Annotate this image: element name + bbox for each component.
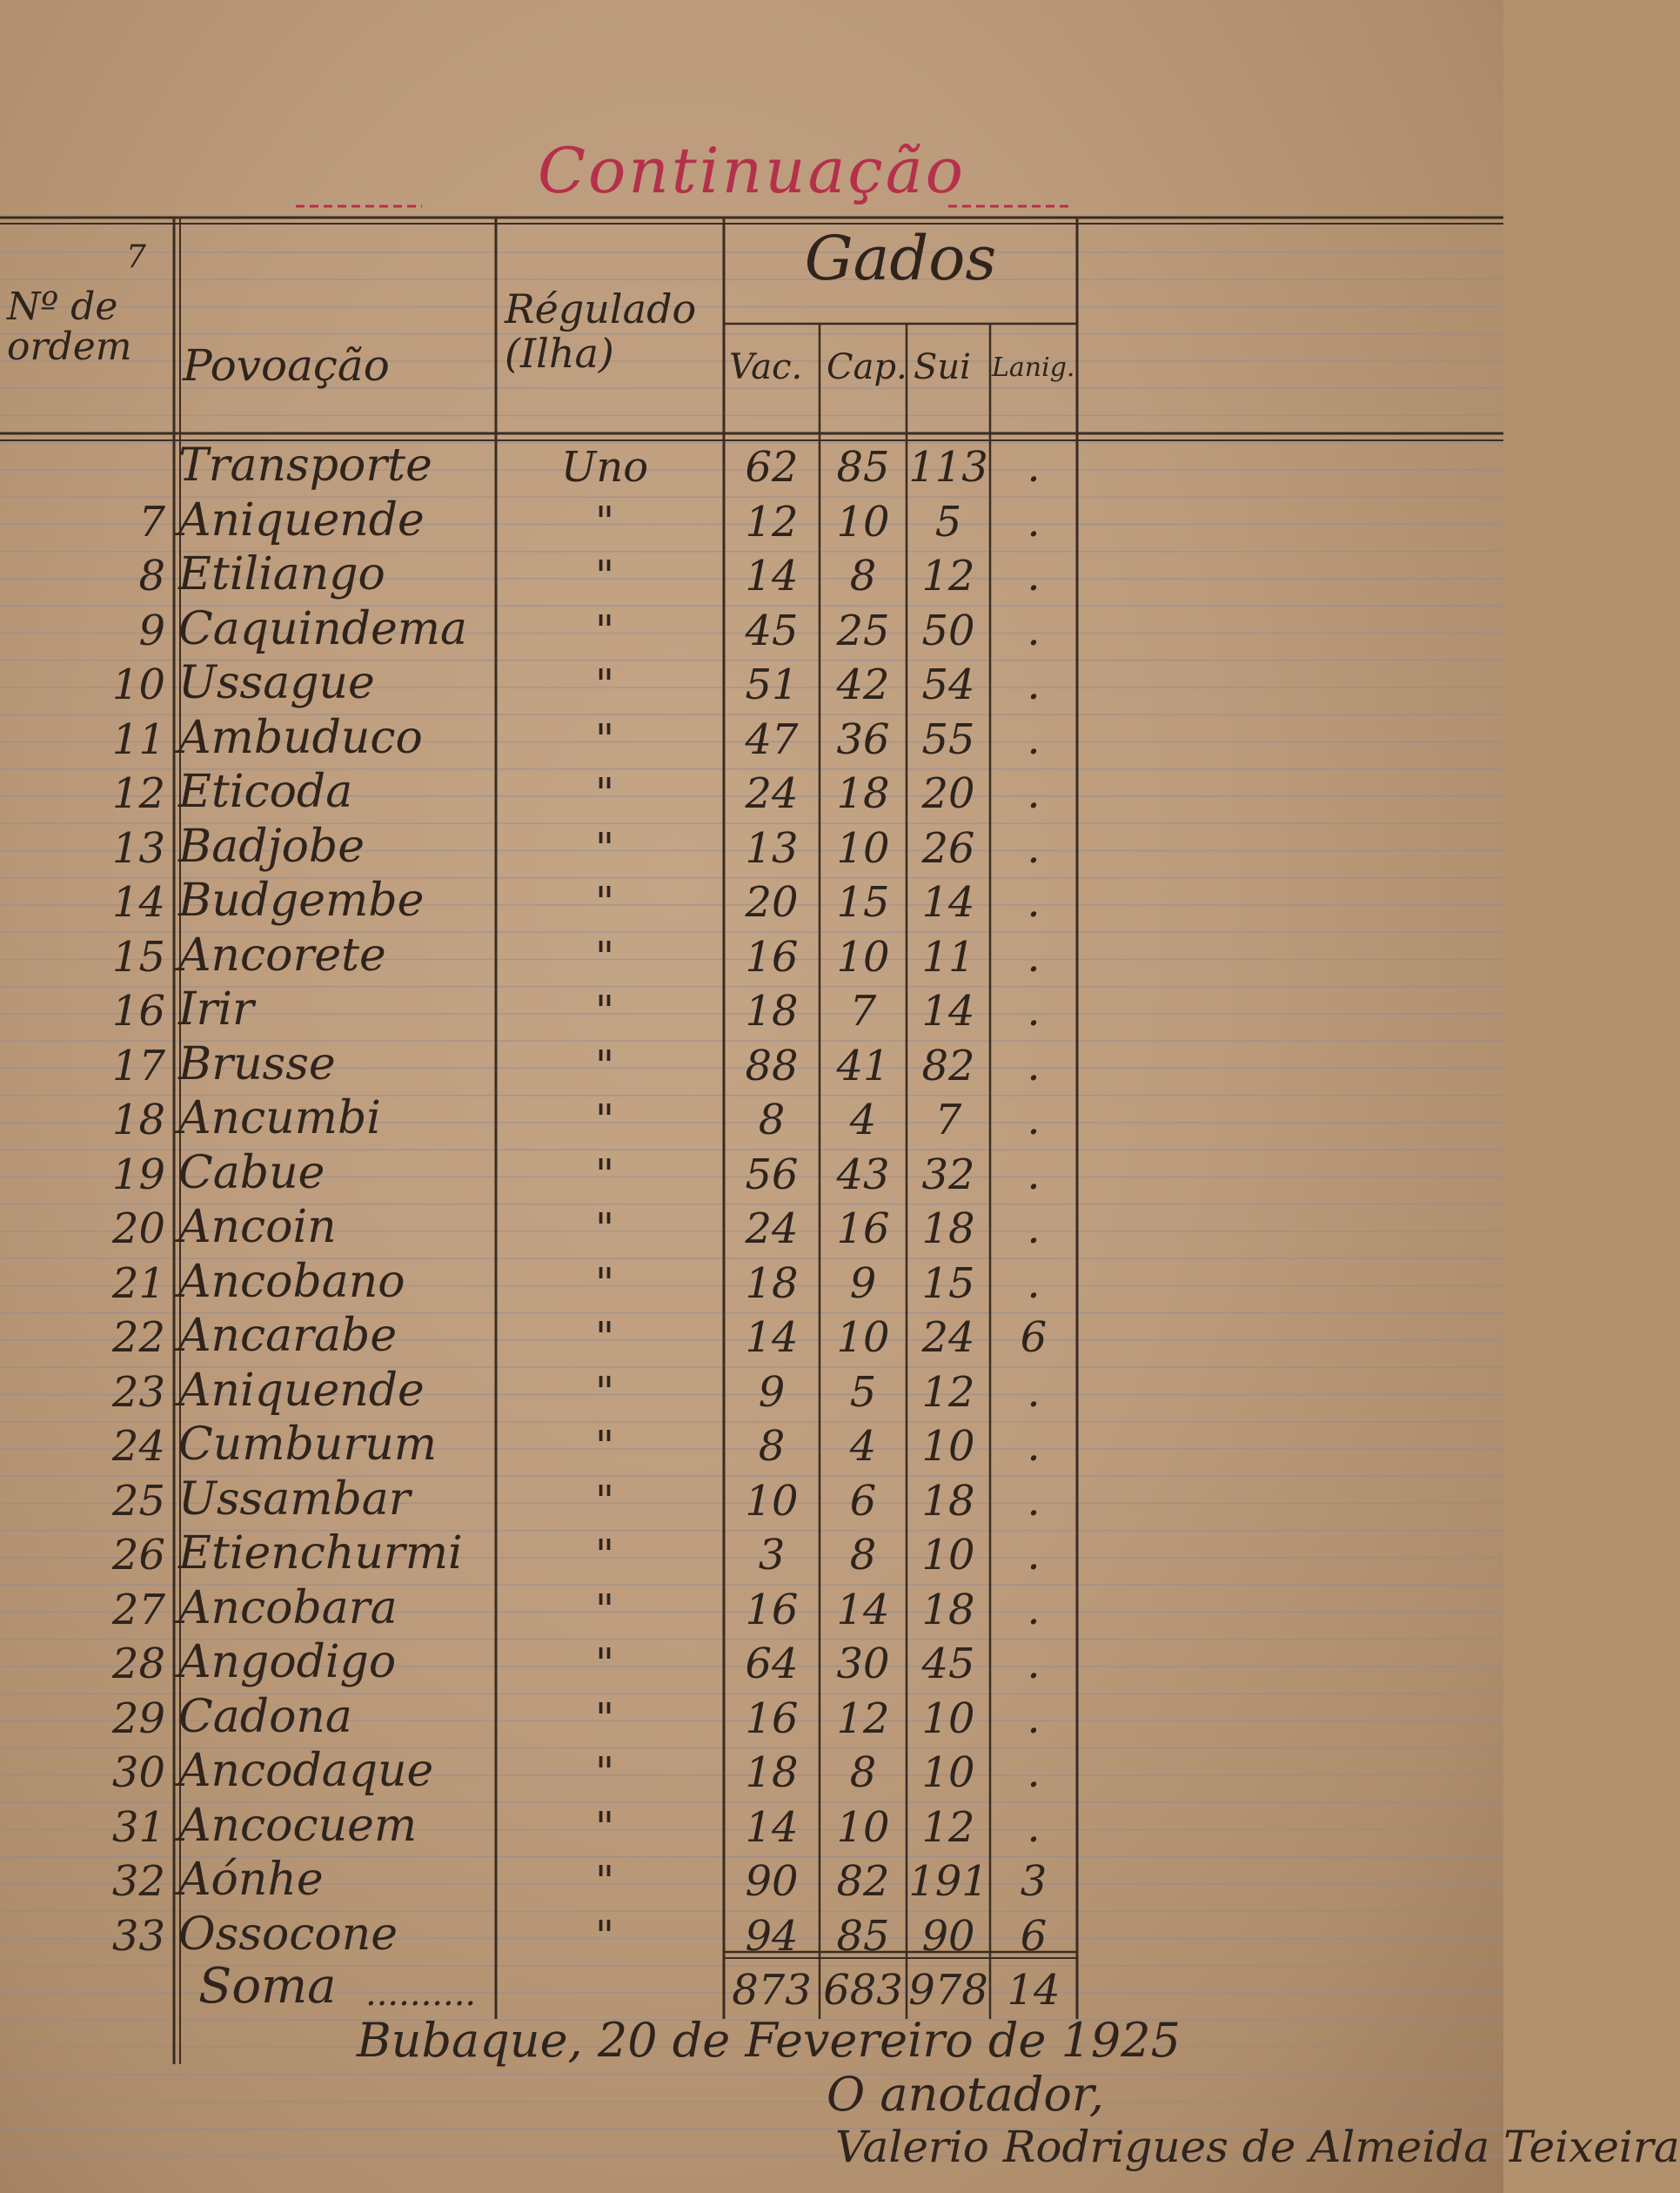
row-cap: 82 bbox=[836, 1857, 890, 1906]
row-vac: 18 bbox=[745, 1748, 799, 1797]
row-povoacao: Eticoda bbox=[178, 766, 353, 818]
row-povoacao: Ancobano bbox=[178, 1255, 405, 1308]
row-cap: 41 bbox=[836, 1041, 890, 1090]
row-povoacao: Aónhe bbox=[178, 1854, 324, 1906]
table-row bbox=[0, 1582, 1503, 1636]
row-cap: 8 bbox=[849, 552, 877, 600]
row-povoacao: Ancarabe bbox=[178, 1310, 398, 1362]
row-regulado: " bbox=[594, 606, 615, 655]
row-vac: 56 bbox=[745, 1150, 799, 1199]
row-sui: 7 bbox=[934, 1096, 962, 1144]
row-sui: 50 bbox=[921, 606, 975, 655]
footer-signature: Valerio Rodrigues de Almeida Teixeira bbox=[835, 2122, 1680, 2172]
row-regulado: " bbox=[594, 1531, 615, 1579]
table-row bbox=[0, 1527, 1503, 1581]
row-number: 18 bbox=[111, 1096, 165, 1144]
row-number: 33 bbox=[111, 1911, 165, 1961]
table-row bbox=[0, 657, 1503, 711]
total-dots: .......... bbox=[365, 1974, 477, 2014]
row-povoacao: Cadona bbox=[178, 1690, 352, 1743]
row-cap: 36 bbox=[836, 714, 890, 764]
row-povoacao: Caquindema bbox=[178, 602, 468, 655]
row-vac: 24 bbox=[745, 769, 799, 818]
row-povoacao: Etienchurmi bbox=[178, 1527, 463, 1579]
row-regulado: " bbox=[594, 932, 615, 982]
row-povoacao: Transporte bbox=[178, 439, 432, 492]
row-number: 30 bbox=[111, 1748, 165, 1797]
row-vac: 51 bbox=[745, 661, 799, 709]
row-lanig: . bbox=[1027, 1476, 1041, 1526]
row-number: 9 bbox=[138, 606, 165, 655]
row-vac: 9 bbox=[758, 1367, 786, 1417]
row-povoacao: Aniquende bbox=[178, 1364, 425, 1417]
row-sui: 14 bbox=[921, 878, 975, 927]
row-lanig: . bbox=[1027, 1422, 1041, 1471]
row-cap: 9 bbox=[849, 1258, 877, 1308]
row-povoacao: Ossocone bbox=[178, 1908, 398, 1961]
table-row bbox=[0, 1745, 1503, 1799]
row-number: 21 bbox=[111, 1258, 165, 1308]
total-row bbox=[0, 1954, 1503, 2016]
row-number: 23 bbox=[111, 1367, 165, 1417]
row-regulado: " bbox=[594, 769, 615, 818]
row-cap: 18 bbox=[836, 769, 890, 818]
table-row bbox=[0, 1854, 1503, 1908]
row-vac: 14 bbox=[745, 1802, 799, 1852]
header-lanig: Lanig. bbox=[992, 352, 1075, 383]
row-sui: 55 bbox=[921, 714, 975, 764]
row-cap: 85 bbox=[836, 1911, 890, 1961]
row-sui: 15 bbox=[921, 1258, 975, 1308]
row-regulado: " bbox=[594, 1857, 615, 1906]
row-sui: 26 bbox=[921, 823, 975, 873]
row-sui: 12 bbox=[921, 1367, 975, 1417]
total-cap: 683 bbox=[823, 1966, 903, 2015]
row-regulado: " bbox=[594, 987, 615, 1036]
total-sui: 978 bbox=[908, 1966, 988, 2015]
row-lanig: . bbox=[1027, 1096, 1041, 1144]
row-regulado: " bbox=[594, 823, 615, 873]
row-sui: 20 bbox=[921, 769, 975, 818]
row-lanig: 6 bbox=[1020, 1911, 1047, 1961]
row-number: 8 bbox=[138, 552, 165, 600]
row-lanig: . bbox=[1027, 606, 1041, 655]
row-sui: 12 bbox=[921, 552, 975, 600]
total-vac: 873 bbox=[732, 1966, 812, 2015]
row-regulado: " bbox=[594, 1585, 615, 1634]
table-row bbox=[0, 1310, 1503, 1364]
row-vac: 10 bbox=[745, 1476, 799, 1526]
row-number: 29 bbox=[111, 1693, 165, 1743]
table-row bbox=[0, 1365, 1503, 1418]
row-number: 17 bbox=[111, 1041, 165, 1090]
row-povoacao: Ancocuem bbox=[178, 1799, 418, 1852]
row-regulado: " bbox=[594, 1422, 615, 1471]
row-vac: 18 bbox=[745, 1258, 799, 1308]
row-cap: 16 bbox=[836, 1204, 890, 1253]
table-row bbox=[0, 439, 1503, 493]
row-number: 22 bbox=[111, 1313, 165, 1362]
row-vac: 14 bbox=[745, 552, 799, 600]
header-vac: Vac. bbox=[729, 347, 803, 387]
table-row bbox=[0, 875, 1503, 929]
total-label: Soma bbox=[198, 1958, 337, 2015]
row-povoacao: Badjobe bbox=[178, 820, 365, 873]
row-lanig: . bbox=[1027, 1041, 1041, 1090]
row-number: 19 bbox=[111, 1150, 165, 1199]
row-lanig: . bbox=[1027, 714, 1041, 764]
table-row bbox=[0, 1038, 1503, 1092]
row-cap: 85 bbox=[836, 443, 890, 492]
row-lanig: . bbox=[1027, 769, 1041, 818]
row-lanig: . bbox=[1027, 661, 1041, 709]
row-sui: 18 bbox=[921, 1585, 975, 1634]
row-number: 14 bbox=[111, 878, 165, 927]
row-lanig: . bbox=[1027, 878, 1041, 927]
row-cap: 8 bbox=[849, 1748, 877, 1797]
table-row bbox=[0, 1473, 1503, 1527]
row-povoacao: Ancoin bbox=[178, 1201, 337, 1253]
row-number: 31 bbox=[111, 1802, 165, 1852]
row-lanig: . bbox=[1027, 1258, 1041, 1308]
row-regulado: " bbox=[594, 497, 615, 547]
row-lanig: . bbox=[1027, 987, 1041, 1036]
row-number: 27 bbox=[111, 1585, 165, 1634]
table-row bbox=[0, 1092, 1503, 1146]
row-povoacao: Ancodaque bbox=[178, 1745, 434, 1797]
table-row bbox=[0, 1418, 1503, 1472]
table-row bbox=[0, 1800, 1503, 1854]
row-lanig: 3 bbox=[1020, 1857, 1047, 1906]
row-regulado: " bbox=[594, 552, 615, 600]
row-regulado: " bbox=[594, 1041, 615, 1090]
row-povoacao: Cabue bbox=[178, 1146, 325, 1199]
row-number: 13 bbox=[111, 823, 165, 873]
row-cap: 10 bbox=[836, 1802, 890, 1852]
row-sui: 18 bbox=[921, 1476, 975, 1526]
row-vac: 62 bbox=[745, 443, 799, 492]
row-vac: 88 bbox=[745, 1041, 799, 1090]
row-povoacao: Etiliango bbox=[178, 548, 385, 600]
row-lanig: . bbox=[1027, 823, 1041, 873]
row-lanig: 6 bbox=[1020, 1313, 1047, 1362]
row-lanig: . bbox=[1027, 497, 1041, 547]
row-regulado: Uno bbox=[560, 443, 649, 492]
row-lanig: . bbox=[1027, 552, 1041, 600]
total-lanig: 14 bbox=[1007, 1966, 1061, 2015]
row-number: 25 bbox=[111, 1476, 165, 1526]
row-sui: 10 bbox=[921, 1531, 975, 1579]
row-vac: 14 bbox=[745, 1313, 799, 1362]
header-gados: Gados bbox=[804, 223, 997, 294]
row-povoacao: Ussague bbox=[178, 657, 375, 709]
row-cap: 42 bbox=[836, 661, 890, 709]
row-vac: 3 bbox=[758, 1531, 786, 1579]
table-row bbox=[0, 983, 1503, 1037]
row-vac: 24 bbox=[745, 1204, 799, 1253]
row-regulado: " bbox=[594, 1258, 615, 1308]
row-cap: 10 bbox=[836, 932, 890, 982]
row-regulado: " bbox=[594, 1476, 615, 1526]
table-row bbox=[0, 1201, 1503, 1255]
row-vac: 12 bbox=[745, 497, 799, 547]
row-cap: 10 bbox=[836, 823, 890, 873]
row-number: 12 bbox=[111, 769, 165, 818]
row-sui: 18 bbox=[921, 1204, 975, 1253]
row-cap: 12 bbox=[836, 1693, 890, 1743]
header-sui: Sui bbox=[914, 347, 971, 387]
row-number: 20 bbox=[111, 1204, 165, 1253]
row-povoacao: Ancorete bbox=[178, 929, 386, 982]
row-lanig: . bbox=[1027, 1640, 1041, 1688]
row-povoacao: Angodigo bbox=[178, 1636, 397, 1688]
row-regulado: " bbox=[594, 1150, 615, 1199]
row-lanig: . bbox=[1027, 1531, 1041, 1579]
row-povoacao: Budgembe bbox=[178, 875, 425, 927]
row-sui: 11 bbox=[921, 932, 975, 982]
row-vac: 16 bbox=[745, 1693, 799, 1743]
row-regulado: " bbox=[594, 1367, 615, 1417]
row-regulado: " bbox=[594, 661, 615, 709]
row-regulado: " bbox=[594, 878, 615, 927]
header-regulado: Régulado (Ilha) bbox=[505, 285, 697, 377]
corner-mark: 7 bbox=[126, 239, 146, 275]
row-cap: 4 bbox=[849, 1096, 877, 1144]
table-row bbox=[0, 766, 1503, 820]
row-cap: 4 bbox=[849, 1422, 877, 1471]
row-lanig: . bbox=[1027, 1693, 1041, 1743]
row-povoacao: Ancumbi bbox=[178, 1092, 381, 1144]
row-number: 26 bbox=[111, 1531, 165, 1579]
row-lanig: . bbox=[1027, 1802, 1041, 1852]
table-row bbox=[0, 1636, 1503, 1690]
row-regulado: " bbox=[594, 1693, 615, 1743]
row-regulado: " bbox=[594, 1204, 615, 1253]
row-lanig: . bbox=[1027, 1367, 1041, 1417]
row-povoacao: Irir bbox=[178, 983, 254, 1036]
row-regulado: " bbox=[594, 714, 615, 764]
row-sui: 90 bbox=[921, 1911, 975, 1961]
row-sui: 32 bbox=[921, 1150, 975, 1199]
table-row bbox=[0, 1691, 1503, 1745]
table-row bbox=[0, 494, 1503, 548]
row-povoacao: Brusse bbox=[178, 1037, 336, 1090]
row-cap: 14 bbox=[836, 1585, 890, 1634]
header-povoacao: Povoação bbox=[183, 340, 390, 391]
row-cap: 10 bbox=[836, 1313, 890, 1362]
table-row bbox=[0, 1147, 1503, 1201]
row-cap: 10 bbox=[836, 497, 890, 547]
row-lanig: . bbox=[1027, 1748, 1041, 1797]
row-povoacao: Ussambar bbox=[178, 1472, 411, 1526]
row-number: 28 bbox=[111, 1640, 165, 1688]
row-number: 32 bbox=[111, 1857, 165, 1906]
table-row bbox=[0, 548, 1503, 602]
row-regulado: " bbox=[594, 1313, 615, 1362]
table-row bbox=[0, 603, 1503, 657]
row-lanig: . bbox=[1027, 1150, 1041, 1199]
row-regulado: " bbox=[594, 1640, 615, 1688]
row-cap: 15 bbox=[836, 878, 890, 927]
page-title: Continuação bbox=[537, 134, 967, 207]
row-vac: 20 bbox=[745, 878, 799, 927]
row-vac: 18 bbox=[745, 987, 799, 1036]
row-vac: 13 bbox=[745, 823, 799, 873]
row-sui: 45 bbox=[921, 1640, 975, 1688]
row-cap: 7 bbox=[849, 987, 877, 1036]
row-cap: 5 bbox=[849, 1367, 877, 1417]
table-row bbox=[0, 1256, 1503, 1310]
row-regulado: " bbox=[594, 1748, 615, 1797]
row-number: 24 bbox=[111, 1422, 165, 1471]
row-cap: 6 bbox=[849, 1476, 877, 1526]
row-povoacao: Ambuduco bbox=[178, 711, 423, 764]
row-sui: 82 bbox=[921, 1041, 975, 1090]
row-vac: 64 bbox=[745, 1640, 799, 1688]
row-povoacao: Ancobara bbox=[178, 1581, 398, 1634]
row-vac: 45 bbox=[745, 606, 799, 655]
row-sui: 5 bbox=[934, 497, 962, 547]
row-sui: 10 bbox=[921, 1748, 975, 1797]
row-povoacao: Cumburum bbox=[178, 1418, 438, 1471]
row-number: 16 bbox=[111, 987, 165, 1036]
row-lanig: . bbox=[1027, 443, 1041, 492]
footer-place-date: Bubaque, 20 de Fevereiro de 1925 bbox=[357, 2013, 1181, 2068]
row-povoacao: Aniquende bbox=[178, 493, 425, 547]
row-sui: 10 bbox=[921, 1693, 975, 1743]
row-vac: 47 bbox=[745, 714, 799, 764]
row-regulado: " bbox=[594, 1802, 615, 1852]
row-lanig: . bbox=[1027, 1585, 1041, 1634]
table-row bbox=[0, 712, 1503, 766]
row-number: 11 bbox=[111, 714, 165, 764]
row-cap: 8 bbox=[849, 1531, 877, 1579]
row-vac: 90 bbox=[745, 1857, 799, 1906]
row-number: 10 bbox=[111, 661, 165, 709]
row-cap: 43 bbox=[836, 1150, 890, 1199]
row-lanig: . bbox=[1027, 1204, 1041, 1253]
row-lanig: . bbox=[1027, 932, 1041, 982]
row-sui: 12 bbox=[921, 1802, 975, 1852]
row-vac: 94 bbox=[745, 1911, 799, 1961]
row-regulado: " bbox=[594, 1096, 615, 1144]
row-sui: 24 bbox=[921, 1313, 975, 1362]
row-vac: 8 bbox=[758, 1096, 786, 1144]
row-regulado: " bbox=[594, 1911, 615, 1961]
row-number: 15 bbox=[111, 932, 165, 982]
row-number: 7 bbox=[138, 497, 165, 547]
table-row bbox=[0, 821, 1503, 875]
row-cap: 30 bbox=[836, 1640, 890, 1688]
row-sui: 54 bbox=[921, 661, 975, 709]
row-vac: 16 bbox=[745, 1585, 799, 1634]
row-sui: 191 bbox=[908, 1857, 988, 1906]
row-sui: 113 bbox=[908, 443, 988, 492]
row-vac: 16 bbox=[745, 932, 799, 982]
table-row bbox=[0, 929, 1503, 983]
footer-role: O anotador, bbox=[827, 2067, 1104, 2122]
header-cap: Cap. bbox=[827, 347, 907, 387]
row-sui: 14 bbox=[921, 987, 975, 1036]
header-order: Nº de ordem bbox=[7, 285, 132, 370]
row-vac: 8 bbox=[758, 1422, 786, 1471]
row-cap: 25 bbox=[836, 606, 890, 655]
row-sui: 10 bbox=[921, 1422, 975, 1471]
